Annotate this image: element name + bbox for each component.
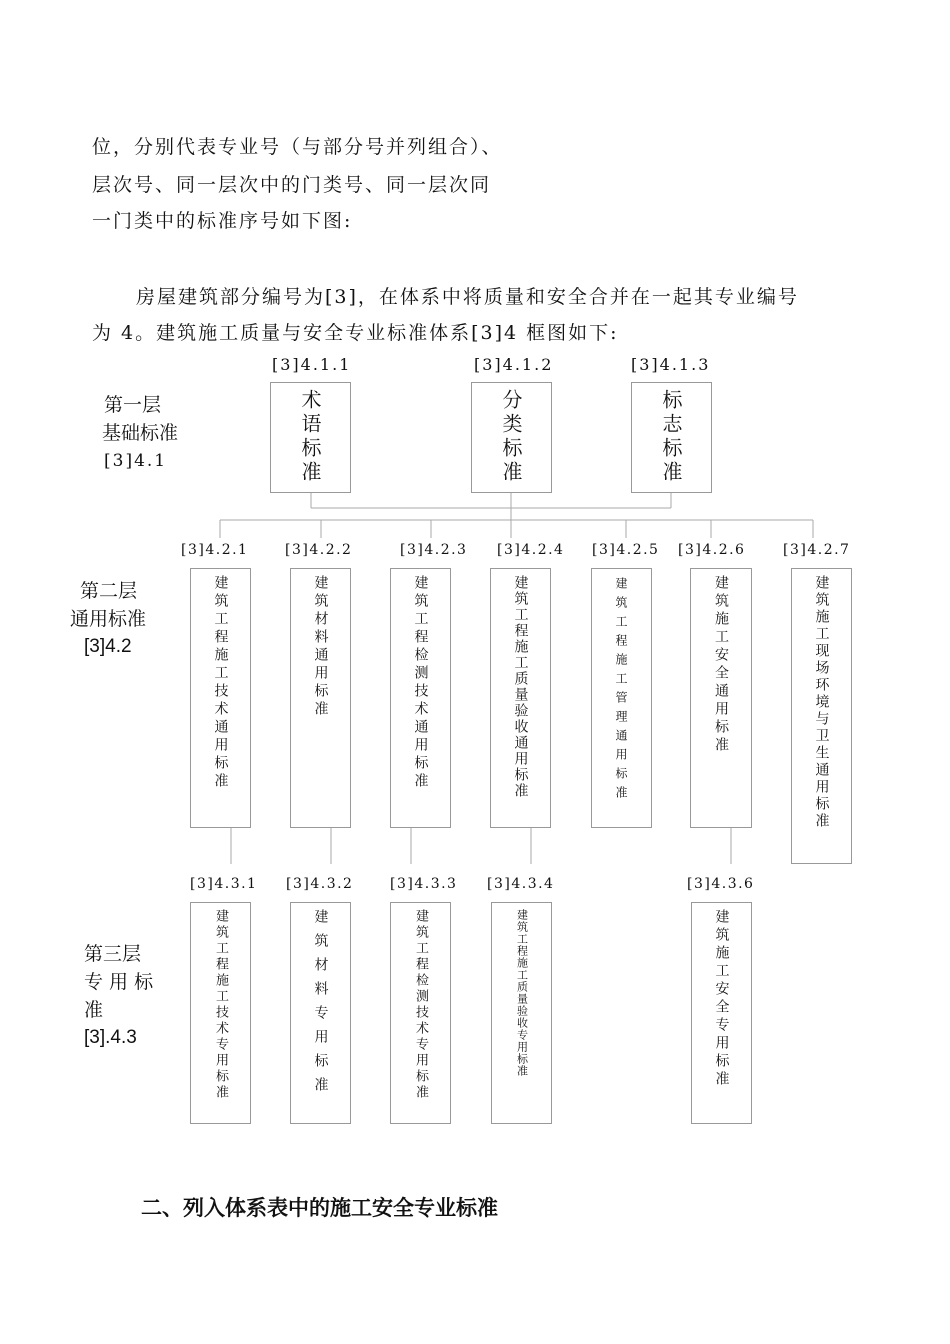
node-code-4-2-7: [3]4.2.7 bbox=[783, 542, 851, 558]
node-text-4-2-6: 建筑施工安全通用标准 bbox=[713, 575, 729, 755]
node-box-4-2-2 bbox=[290, 568, 351, 828]
node-text-4-2-5: 建筑工程施工管理通用标准 bbox=[614, 577, 628, 805]
layer3-subtitle: 专 用 标 bbox=[84, 971, 154, 993]
node-text-4-1-2: 分类标准 bbox=[499, 389, 523, 485]
node-text-4-2-2: 建筑材料通用标准 bbox=[312, 575, 329, 719]
node-text-4-1-3: 标志标准 bbox=[659, 389, 683, 485]
layer1-code: [3]4.1 bbox=[104, 451, 168, 471]
node-text-4-1-1: 术语标准 bbox=[298, 389, 322, 485]
layer3-subtitle-cont: 准 bbox=[84, 999, 104, 1021]
node-text-4-3-6: 建筑施工安全专用标准 bbox=[713, 909, 730, 1089]
node-box-4-3-3 bbox=[390, 902, 451, 1124]
layer1-subtitle: 基础标准 bbox=[102, 422, 179, 444]
node-box-4-1-3 bbox=[631, 382, 712, 493]
node-box-4-1-1 bbox=[270, 382, 351, 493]
node-code-4-3-6: [3]4.3.6 bbox=[687, 876, 755, 892]
node-code-4-3-3: [3]4.3.3 bbox=[390, 876, 458, 892]
node-code-4-2-5: [3]4.2.5 bbox=[592, 542, 660, 558]
node-box-4-3-6 bbox=[691, 902, 752, 1124]
paragraph-line-1: 房屋建筑部分编号为[3]，在体系中将质量和安全合并在一起其专业编号 bbox=[136, 286, 799, 308]
node-code-4-2-3: [3]4.2.3 bbox=[400, 542, 468, 558]
intro-line-1: 位，分别代表专业号（与部分号并列组合）、 bbox=[92, 136, 503, 158]
node-box-4-2-5 bbox=[591, 568, 652, 828]
layer2-code: [3]4.2 bbox=[84, 636, 132, 657]
layer1-name bbox=[104, 391, 178, 475]
node-code-4-1-3: [3]4.1.3 bbox=[631, 355, 711, 374]
node-text-4-2-7: 建筑施工现场环境与卫生通用标准 bbox=[813, 575, 830, 830]
node-code-4-2-4: [3]4.2.4 bbox=[497, 542, 565, 558]
layer3-name bbox=[84, 940, 153, 1052]
node-code-4-2-1: [3]4.2.1 bbox=[181, 542, 249, 558]
node-code-4-1-2: [3]4.1.2 bbox=[474, 355, 554, 374]
layer3-code: [3].4.3 bbox=[84, 1027, 137, 1048]
layer2-title: 第二层 bbox=[80, 580, 138, 602]
node-box-4-3-4 bbox=[491, 902, 552, 1124]
node-text-4-2-4: 建筑工程施工质量验收通用标准 bbox=[512, 575, 529, 799]
node-text-4-3-2: 建筑材料专用标准 bbox=[312, 909, 329, 1101]
node-code-4-3-4: [3]4.3.4 bbox=[487, 876, 555, 892]
layer2-name bbox=[70, 577, 146, 661]
layer2-subtitle: 通用标准 bbox=[70, 608, 147, 630]
node-box-4-2-4 bbox=[490, 568, 551, 828]
node-text-4-2-3: 建筑工程检测技术通用标准 bbox=[412, 575, 429, 791]
node-text-4-3-1: 建筑工程施工技术专用标准 bbox=[213, 909, 228, 1101]
node-code-4-1-1: [3]4.1.1 bbox=[272, 355, 352, 374]
node-code-4-3-1: [3]4.3.1 bbox=[190, 876, 258, 892]
node-text-4-3-3: 建筑工程检测技术专用标准 bbox=[413, 909, 428, 1101]
node-box-4-1-2 bbox=[471, 382, 552, 493]
node-box-4-2-3 bbox=[390, 568, 451, 828]
node-text-4-2-1: 建筑工程施工技术通用标准 bbox=[212, 575, 229, 791]
paragraph-line-2: 为 4。建筑施工质量与安全专业标准体系[3]4 框图如下: bbox=[92, 322, 619, 344]
node-box-4-2-6 bbox=[690, 568, 752, 828]
node-box-4-3-1 bbox=[190, 902, 251, 1124]
node-code-4-3-2: [3]4.3.2 bbox=[286, 876, 354, 892]
section-heading: 二、列入体系表中的施工安全专业标准 bbox=[141, 1196, 498, 1220]
node-text-4-3-4: 建筑工程施工质量验收专用标准 bbox=[515, 909, 529, 1077]
layer1-title: 第一层 bbox=[104, 394, 162, 416]
layer3-title: 第三层 bbox=[84, 943, 142, 965]
intro-line-2: 层次号、同一层次中的门类号、同一层次同 bbox=[92, 174, 492, 196]
node-code-4-2-2: [3]4.2.2 bbox=[285, 542, 353, 558]
node-box-4-2-1 bbox=[190, 568, 251, 828]
node-code-4-2-6: [3]4.2.6 bbox=[678, 542, 746, 558]
intro-line-3: 一门类中的标准序号如下图: bbox=[92, 210, 353, 232]
node-box-4-3-2 bbox=[290, 902, 351, 1124]
node-box-4-2-7 bbox=[791, 568, 852, 864]
